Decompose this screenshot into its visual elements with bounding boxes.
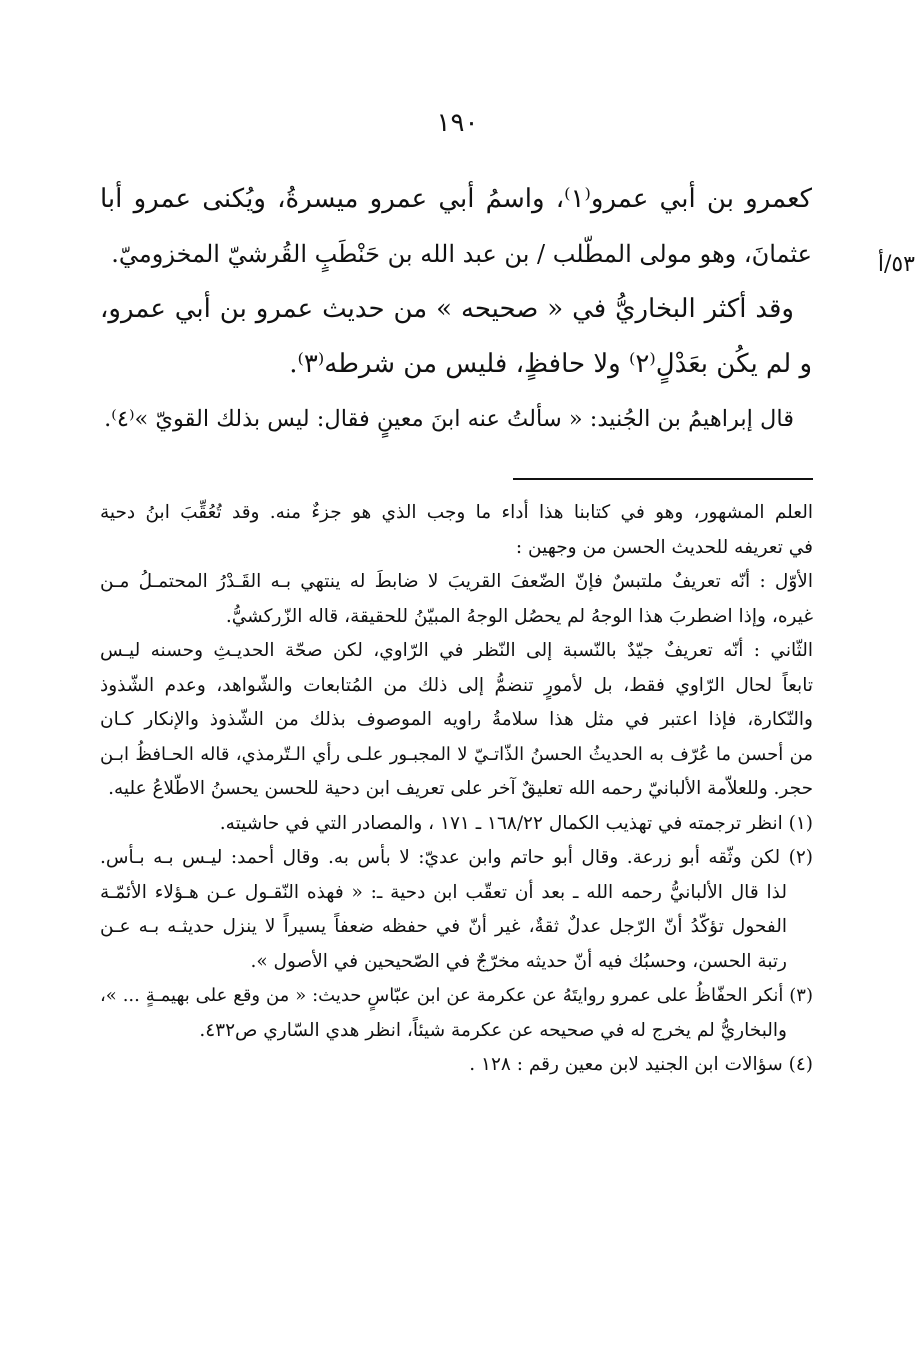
footnote-3 [100,979,813,1048]
main-text-line: وقد أكثر البخاريُّ في « صحيحه » من حديث عمرو بن أبي عمرو، [100,294,794,324]
footnote-line: الثّاني : أنّه تعريفٌ جيّدٌ بالنّسبة إلى النّظر في الرّاوي، لكن صحّة الحديـثِ وحسنه ليـس [100,640,813,661]
footnote-separator [513,478,813,480]
footnote-line: والبخاريُّ لم يخرج له في صحيحه عن عكرمة شيئاً، انظر هدي السّاري ص٤٣٢. [199,1019,787,1041]
footnote-line: العلم المشهور، وهو في كتابنا هذا أداء ما وجب الذي هو جزءٌ منه. وقد تُعُقِّبَ ابنُ دحية [100,502,813,523]
footnotes [100,496,813,1083]
footnote-4 [100,1048,813,1083]
footnote-line: (١) انظر ترجمته في تهذيب الكمال ١٦٨/٢٢ ـ ١٧١ ، والمصادر التي في حاشيته. [219,812,813,834]
page-number: ١٩٠ [436,108,479,138]
footnote-2 [100,841,813,979]
main-text-line: و لم يكُن بعَدْلٍ⁽٢⁾ ولا حافظٍ، فليس من شرطه⁽٣⁾. [289,349,812,379]
main-text-line: قال إبراهيمُ بن الجُنيد: « سألتُ عنه ابنَ معينٍ فقال: ليس بذلك القويّ »⁽٤⁾. [104,406,794,432]
footnote-line: حجر. وللعلاّمة الألبانيّ رحمه الله تعليقٌ آخر على تعريف ابن دحية للحسن يحسنُ الاطّلاعُ عليه. [108,778,813,799]
footnote-line: تابعاً لحال الرّاوي فقط، بل لأمورٍ تنضمُّ إلى ذلك من المُتابعات والشّواهد، وعدم الشّذوذ [100,674,813,696]
manuscript-folio-reference: ٥٣/أ [877,252,915,277]
footnote-line: الفحول تؤكّدُ أنّ الرّجل عدلٌ ثقةٌ، غير أنّ في حفظه ضعفاً يسيراً لا ينزل حديثـه بـه عـن [100,916,787,937]
footnote-line: من أحسن ما عُرّف به الحديثُ الحسنُ الذّاتـيّ لا المجبـور علـى رأي الـتّرمذي، قاله الحـافظُ ابـن [100,743,813,765]
main-text-line: كعمرو بن أبي عمرو⁽١⁾، واسمُ أبي عمرو ميسرةُ، ويُكنى عمرو أبا [100,184,812,214]
footnote-continuation [100,496,813,807]
main-text [100,172,812,447]
footnote-line: غيره، وإذا اضطربَ هذا الوجهُ لم يحصُل الوجهُ المبيّنُ للحقيقة، قاله الزّركشيُّ. [225,605,813,627]
footnote-1 [100,807,813,842]
footnote-line: رتبة الحسن، وحسبُك فيه أنّ حديثه مخرّجٌ في الصّحيحين في الأصول ». [250,950,787,972]
main-text-line: عثمانَ، وهو مولى المطّلب / بن عبد الله بن حَنْطَبٍ القُرشيّ المخزوميّ. [111,240,812,268]
footnote-line: والنّكارة، فإذا اعتبر في مثل هذا سلامةُ راويه الموصوف بذلك من الشّذوذ والإنكار كـان [100,709,813,730]
footnote-line: (٤) سؤالات ابن الجنيد لابن معين رقم : ١٢٨ . [469,1054,813,1075]
footnote-line: الأوّل : أنّه تعريفٌ ملتبسٌ فإنّ الضّعفَ القريبَ لا ضابطَ له ينتهي بـه القَـدْرُ المحتمـلُ مـن [100,571,813,592]
footnote-line: (٢) لكن وثّقه أبو زرعة. وقال أبو حاتم وابن عديّ: لا بأس به. وقال أحمد: ليـس بـه بـأس. [100,847,813,868]
footnote-line: لذا قال الألبانيُّ رحمه الله ـ بعد أن تعقّب ابن دحية ـ: « فهذه النّقـول عـن هـؤلاء الأئمّـة [100,881,787,903]
footnote-line: في تعريفه للحديث الحسن من وجهين : [515,536,813,558]
footnote-line: (٣) أنكر الحفّاظُ على عمرو روايتَهُ عن عكرمة عن ابن عبّاسٍ حديث: « من وقع على بهيمـةٍ ... »، [100,985,813,1006]
